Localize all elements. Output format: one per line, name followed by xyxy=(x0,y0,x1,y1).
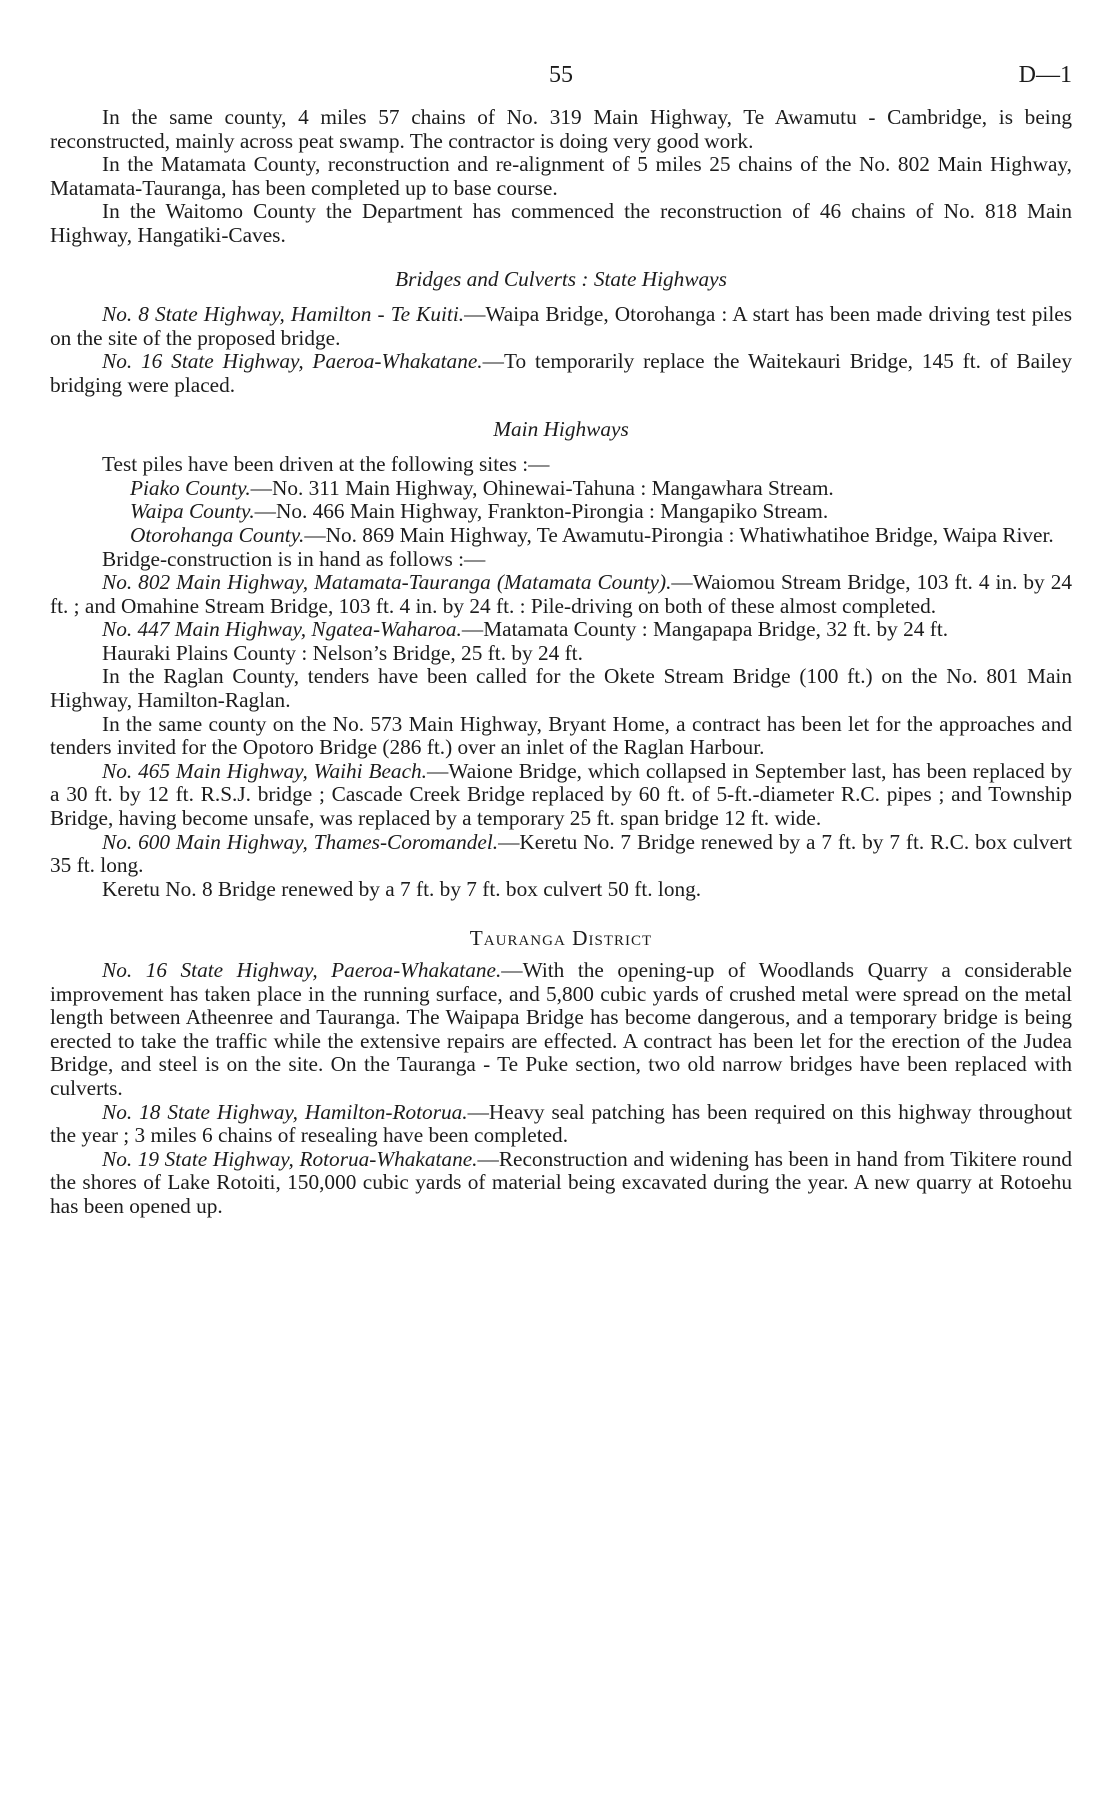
paragraph-lead: No. 8 State Highway, Hamilton - Te Kuiti. xyxy=(102,302,465,327)
paragraph-lead: No. 447 Main Highway, Ngatea-Waharoa. xyxy=(102,617,462,642)
paragraph-text: —Heavy seal patching has been required on this highway throughout the year ; 3 miles 6 chains of resealing have been completed. xyxy=(50,1099,1072,1148)
paragraph xyxy=(50,571,1072,618)
paragraph: In the Matamata County, reconstruction and re-alignment of 5 miles 25 chains of the No. 802 Main Highway, Matamata-Tauranga, has been completed up to base course. xyxy=(50,152,1072,200)
list-item-text: —No. 869 Main Highway, Te Awamutu-Pirongia : Whatiwhatihoe Bridge, Waipa River. xyxy=(304,522,1054,547)
paragraph-text: —Matamata County : Mangapapa Bridge, 32 ft. by 24 ft. xyxy=(461,617,949,642)
paragraph xyxy=(50,831,1072,878)
page-body xyxy=(50,106,1072,1219)
document-reference: D—1 xyxy=(1018,62,1072,88)
paragraph: Test piles have been driven at the following sites :— xyxy=(102,452,550,477)
paragraph: In the Waitomo County the Department has commenced the reconstruction of 46 chains of No. 818 Main Highway, Hangatiki-Caves. xyxy=(50,199,1072,247)
paragraph xyxy=(50,642,1072,666)
paragraph xyxy=(50,760,1072,831)
list-item-text: —No. 311 Main Highway, Ohinewai-Tahuna : Mangawhara Stream. xyxy=(250,475,834,500)
paragraph-text: In the Raglan County, tenders have been called for the Okete Stream Bridge (100 ft.) on the No. 801 Main Highway, Hamilton-Raglan. xyxy=(50,664,1072,713)
paragraph-text: —With the opening-up of Woodlands Quarry a considerable improvement has taken place in the running surface, and 5,800 cubic yards of crushed metal were spread on the metal length between Atheenree and Tauranga. The Waipapa Bridge has become dangerous, and a temporary bridge is being erected to take the traffic while the extensive repairs are effected. A contract has been let for the erection of the Judea Bridge, and steel is on the site. On the Tauranga - Te Puke section, two old narrow bridges have been replaced with culverts. xyxy=(50,958,1072,1100)
paragraph xyxy=(50,878,1072,902)
document-page xyxy=(50,62,1072,1219)
list-item xyxy=(50,477,1072,501)
paragraph-text: —Waione Bridge, which collapsed in September last, has been replaced by a 30 ft. by 12 ft. R.S.J. bridge ; Cascade Creek Bridge replaced by 60 ft. of 5-ft.-diameter R.C. pipes ; and Township Bridge, having become unsafe, was replaced by a temporary 25 ft. span bridge 12 ft. wide. xyxy=(50,758,1072,831)
page-number: 55 xyxy=(549,62,573,88)
paragraph-text: Hauraki Plains County : Nelson’s Bridge, 25 ft. by 24 ft. xyxy=(102,640,583,665)
list-item-lead: Otorohanga County. xyxy=(130,522,305,547)
paragraph-lead: No. 16 State Highway, Paeroa-Whakatane. xyxy=(102,349,483,374)
paragraph xyxy=(50,618,1072,642)
paragraph xyxy=(50,1101,1072,1148)
paragraph-lead: No. 18 State Highway, Hamilton-Rotorua. xyxy=(102,1099,468,1124)
paragraph xyxy=(50,665,1072,712)
paragraph-text: —Keretu No. 7 Bridge renewed by a 7 ft. by 7 ft. R.C. box culvert 35 ft. long. xyxy=(50,829,1072,878)
paragraph-text: Keretu No. 8 Bridge renewed by a 7 ft. by 7 ft. box culvert 50 ft. long. xyxy=(102,876,702,901)
list-item-lead: Piako County. xyxy=(130,475,251,500)
paragraph xyxy=(50,959,1072,1101)
section-heading-main-highways: Main Highways xyxy=(493,416,629,441)
paragraph-lead: No. 802 Main Highway, Matamata-Tauranga (Matamata County). xyxy=(102,570,672,595)
paragraph xyxy=(50,713,1072,760)
paragraph-text: In the same county on the No. 573 Main Highway, Bryant Home, a contract has been let for the approaches and tenders invited for the Opotoro Bridge (286 ft.) over an inlet of the Raglan Harbour. xyxy=(50,711,1072,760)
paragraph: In the same county, 4 miles 57 chains of No. 319 Main Highway, Te Awamutu - Cambridge, is being reconstructed, mainly across peat swamp. The contractor is doing very good work. xyxy=(50,105,1072,153)
list-item xyxy=(50,500,1072,524)
paragraph: Bridge-construction is in hand as follows :— xyxy=(102,546,486,571)
paragraph xyxy=(50,350,1072,397)
paragraph-text: —Waipa Bridge, Otorohanga : A start has been made driving test piles on the site of the proposed bridge. xyxy=(50,302,1072,350)
paragraph-text: —Reconstruction and widening has been in hand from Tikitere round the shores of Lake Rotoiti, 150,000 cubic yards of material being excavated during the year. A new quarry at Rotoehu has been opened up. xyxy=(50,1146,1072,1218)
paragraph-text: —To temporarily replace the Waitekauri Bridge, 145 ft. of Bailey bridging were placed. xyxy=(50,349,1072,397)
paragraph xyxy=(50,303,1072,350)
paragraph-lead: No. 465 Main Highway, Waihi Beach. xyxy=(102,758,428,783)
section-heading-bridges: Bridges and Culverts : State Highways xyxy=(395,266,727,291)
section-heading-tauranga: Tauranga District xyxy=(469,926,653,951)
list-item-lead: Waipa County. xyxy=(130,499,255,524)
paragraph-lead: No. 600 Main Highway, Thames-Coromandel. xyxy=(102,829,499,854)
page-header xyxy=(50,62,1072,106)
paragraph-lead: No. 16 State Highway, Paeroa-Whakatane. xyxy=(102,958,502,982)
list-item xyxy=(50,524,1072,548)
list-item-text: —No. 466 Main Highway, Frankton-Pirongia : Mangapiko Stream. xyxy=(254,499,829,524)
paragraph xyxy=(50,1148,1072,1219)
paragraph-text: —Waiomou Stream Bridge, 103 ft. 4 in. by 24 ft. ; and Omahine Stream Bridge, 103 ft. 4 in. by 24 ft. : Pile-driving on both of these almost completed. xyxy=(50,570,1072,618)
paragraph-lead: No. 19 State Highway, Rotorua-Whakatane. xyxy=(102,1146,478,1171)
